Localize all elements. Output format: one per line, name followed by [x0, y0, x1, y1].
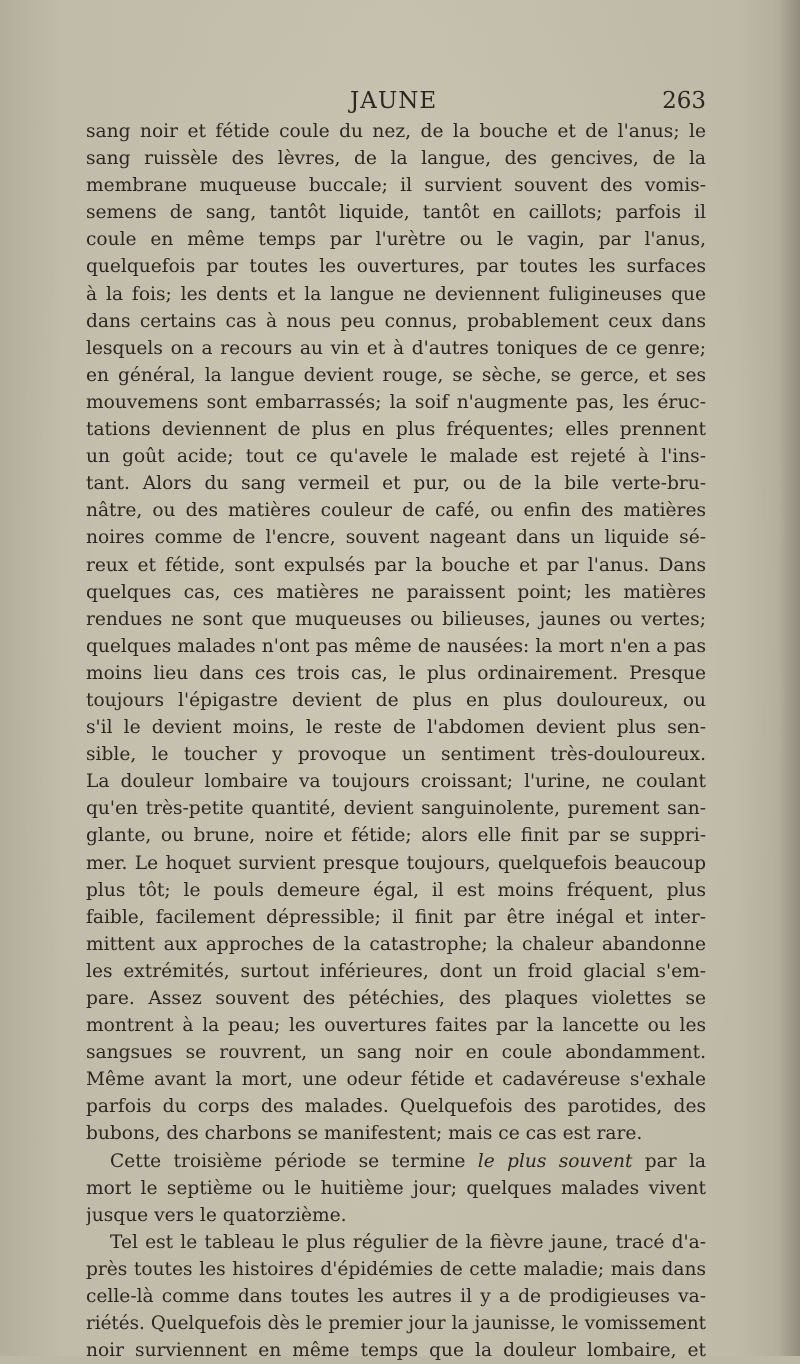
text-line: faible, facilement dépressible; il finit par être inégal et inter- [86, 906, 706, 928]
text-line: mouvemens sont embarrassés; la soif n'augmente pas, les éruc- [86, 391, 706, 413]
text-line: sang ruissèle des lèvres, de la langue, des gencives, de la [86, 148, 706, 170]
text-line: montrent à la peau; les ouvertures faites par la lancette ou les [86, 1015, 706, 1037]
text-line: Cette troisième période se termine le plus souvent par la [110, 1150, 706, 1172]
text-line: jusque vers le quatorzième. [86, 1204, 347, 1226]
text-line: sang noir et fétide coule du nez, de la bouche et de l'anus; le [86, 121, 706, 142]
text-line: un goût acide; tout ce qu'avele le malade est rejeté à l'ins- [86, 446, 706, 468]
text-line: parfois du corps des malades. Quelquefois des parotides, des [86, 1096, 706, 1118]
text-line: noires comme de l'encre, souvent nageant dans un liquide sé- [86, 527, 706, 549]
text-line: sible, le toucher y provoque un sentiment très-douloureux. [86, 744, 706, 766]
text-line: mort le septième ou le huitième jour; quelques malades vivent [86, 1177, 706, 1199]
page-header [86, 88, 706, 118]
text-line: riétés. Quelquefois dès le premier jour la jaunisse, le vomissement [86, 1313, 706, 1335]
text-line: mer. Le hoquet survient presque toujours, quelquefois beaucoup [86, 852, 706, 874]
text-line: reux et fétide, sont expulsés par la bouche et par l'anus. Dans [86, 554, 706, 576]
text-line: moins lieu dans ces trois cas, le plus ordinairement. Presque [86, 662, 706, 684]
text-line: tations deviennent de plus en plus fréquentes; elles prennent [86, 419, 706, 441]
text-line: sangsues se rouvrent, un sang noir en coule abondamment. [86, 1042, 706, 1064]
text-line: dans certains cas à nous peu connus, probablement ceux dans [86, 310, 706, 332]
text-line: quelques malades n'ont pas même de nausées: la mort n'en a pas [86, 635, 706, 657]
running-title: JAUNE [350, 88, 438, 114]
text-line: en général, la langue devient rouge, se sèche, se gerce, et ses [86, 364, 706, 386]
text-line: celle-là comme dans toutes les autres il y a de prodigieuses va- [86, 1286, 706, 1308]
text-line: rendues ne sont que muqueuses ou bilieuses, jaunes ou vertes; [86, 608, 706, 630]
text-line: toujours l'épigastre devient de plus en plus douloureux, ou [86, 689, 706, 711]
text-line: bubons, des charbons se manifestent; mais ce cas est rare. [86, 1123, 643, 1145]
page-number: 263 [662, 88, 706, 114]
text-line: semens de sang, tantôt liquide, tantôt en caillots; parfois il [86, 202, 706, 224]
text-line: qu'en très-petite quantité, devient sanguinolente, purement san- [86, 798, 706, 820]
text-line: plus tôt; le pouls demeure égal, il est moins fréquent, plus [86, 879, 706, 901]
text-line: Tel est le tableau le plus régulier de la fièvre jaune, tracé d'a- [110, 1231, 706, 1253]
text-line: La douleur lombaire va toujours croissant; l'urine, ne coulant [86, 771, 706, 793]
text-line: nâtre, ou des matières couleur de café, ou enfin des matières [86, 500, 706, 522]
text-line: mittent aux approches de la catastrophe; la chaleur abandonne [86, 933, 706, 955]
text-line: noir surviennent en même temps que la douleur lombaire, et [86, 1340, 706, 1362]
text-line: coule en même temps par l'urètre ou le vagin, par l'anus, [86, 229, 706, 251]
text-line: tant. Alors du sang vermeil et pur, ou de la bile verte-bru- [86, 473, 706, 495]
text-line: s'il le devient moins, le reste de l'abdomen devient plus sen- [86, 717, 706, 739]
text-line: les extrémités, surtout inférieures, dont un froid glacial s'em- [86, 960, 706, 982]
text-line: quelquefois par toutes les ouvertures, par toutes les surfaces [86, 256, 706, 278]
page-edge-shadow [778, 0, 800, 1356]
text-line: près toutes les histoires d'épidémies de cette maladie; mais dans [86, 1258, 706, 1280]
text-line: à la fois; les dents et la langue ne deviennent fuligineuses que [86, 283, 706, 305]
text-line: quelques cas, ces matières ne paraissent point; les matières [86, 581, 706, 603]
text-line: membrane muqueuse buccale; il survient souvent des vomis- [86, 175, 706, 197]
body-text [86, 118, 706, 1364]
text-line: Même avant la mort, une odeur fétide et cadavéreuse s'exhale [86, 1069, 706, 1091]
text-line: pare. Assez souvent des pétéchies, des plaques violettes se [86, 988, 706, 1009]
text-line: lesquels on a recours au vin et à d'autres toniques de ce genre; [86, 337, 706, 359]
text-line: glante, ou brune, noire et fétide; alors elle finit par se suppri- [86, 825, 706, 847]
